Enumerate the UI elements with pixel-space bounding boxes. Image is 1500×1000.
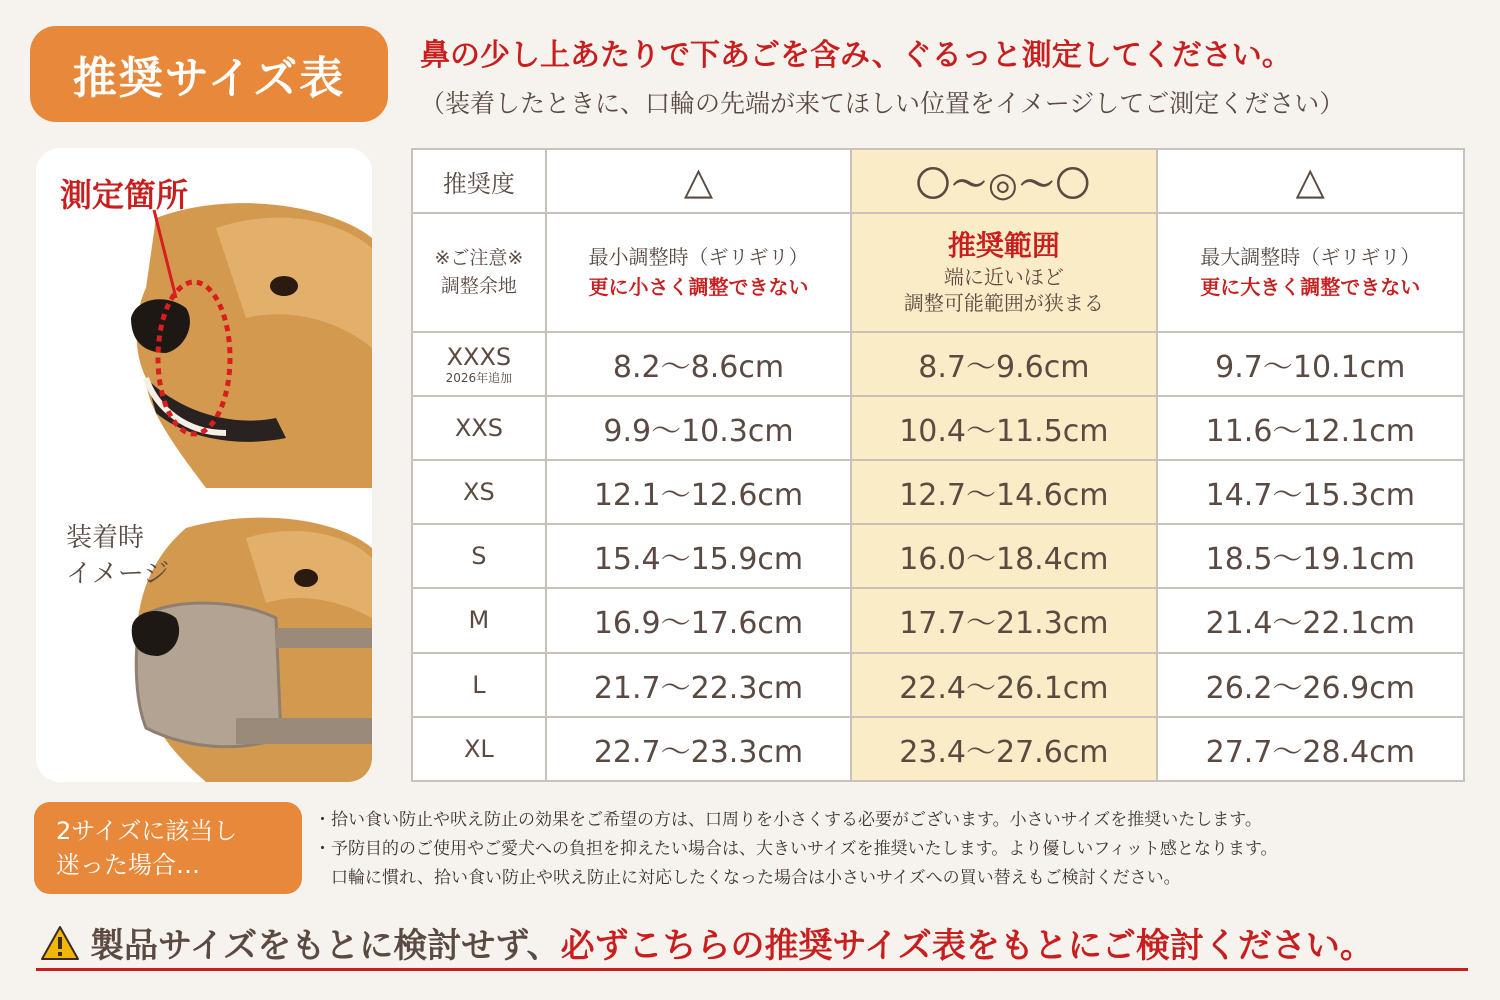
- min-range: 22.7～23.3cm: [546, 717, 851, 781]
- min-range: 15.4～15.9cm: [546, 524, 851, 588]
- warning-icon: [40, 925, 80, 961]
- footer-warning-text: 製品サイズをもとに検討せず、: [90, 926, 561, 966]
- size-row-xxxs: [412, 332, 1464, 396]
- recommended-header: [851, 213, 1156, 331]
- min-range: 9.9～10.3cm: [546, 396, 851, 460]
- wearing-label-line1: 装着時: [66, 523, 145, 553]
- max-adjust-warning: 更に大きく調整できない: [1200, 275, 1421, 300]
- advice-note: ・予防目的のご使用やご愛犬への負担を抑えたい場合は、大きいサイズを推奨いたします。より優しいフィット感となります。: [314, 839, 1278, 859]
- recommended-range: 17.7～21.3cm: [851, 588, 1156, 652]
- size-row-xs: [412, 460, 1464, 524]
- size-name: XXXS: [446, 342, 512, 371]
- min-range: 8.2～8.6cm: [546, 332, 851, 396]
- min-adjust-title: 最小調整時（ギリギリ）: [588, 245, 809, 270]
- max-adjust-header: [1157, 213, 1464, 331]
- two-sizes-badge: [34, 802, 302, 894]
- rating-recommended: 〇～◎～〇: [851, 149, 1156, 213]
- adjust-margin-row: [412, 213, 1464, 331]
- two-sizes-badge-line2: 迷った場合…: [56, 851, 200, 879]
- size-chart-title-badge: 推奨サイズ表: [30, 26, 388, 122]
- wearing-label-line2: イメージ: [66, 559, 170, 589]
- rating-min: △: [546, 149, 851, 213]
- measure-point-label: 測定箇所: [60, 176, 189, 214]
- size-label: [412, 332, 546, 396]
- size-added-note: 2026年追加: [445, 370, 513, 385]
- wearing-image-label: [66, 520, 169, 592]
- footer-underline: [36, 968, 1468, 971]
- recommended-range: 16.0～18.4cm: [851, 524, 1156, 588]
- recommended-note1: 端に近いほど: [943, 265, 1064, 290]
- size-label: M: [412, 588, 546, 652]
- measurement-instruction-note: （装着したときに、口輪の先端が来てほしい位置をイメージしてご測定ください）: [420, 89, 1345, 118]
- recommended-note2: 調整可能範囲が狭まる: [903, 291, 1104, 316]
- size-row-l: [412, 653, 1464, 717]
- caution-label: [412, 213, 546, 331]
- min-adjust-header: [546, 213, 851, 331]
- size-row-s: [412, 524, 1464, 588]
- size-label: XS: [412, 460, 546, 524]
- max-range: 11.6～12.1cm: [1157, 396, 1464, 460]
- size-label: XXS: [412, 396, 546, 460]
- min-adjust-warning: 更に小さく調整できない: [588, 275, 809, 300]
- min-range: 21.7～22.3cm: [546, 653, 851, 717]
- recommended-title: 推奨範囲: [947, 229, 1060, 263]
- advice-note: 口輪に慣れ、拾い食い防止や吠え防止に対応したくなった場合は小さいサイズへの買い替えもご検討ください。: [314, 868, 1181, 888]
- caution-label-line1: ※ご注意※: [434, 247, 524, 270]
- size-row-m: [412, 588, 1464, 652]
- size-label: L: [412, 653, 546, 717]
- max-range: 14.7～15.3cm: [1157, 460, 1464, 524]
- max-range: 9.7～10.1cm: [1157, 332, 1464, 396]
- dog-photos: [36, 148, 372, 782]
- recommended-range: 22.4～26.1cm: [851, 653, 1156, 717]
- two-sizes-badge-line1: 2サイズに該当し: [56, 817, 238, 845]
- max-range: 26.2～26.9cm: [1157, 653, 1464, 717]
- max-range: 21.4～22.1cm: [1157, 588, 1464, 652]
- size-row-xl: [412, 717, 1464, 781]
- size-row-xxs: [412, 396, 1464, 460]
- recommended-range: 12.7～14.6cm: [851, 460, 1156, 524]
- rating-row: [412, 149, 1464, 213]
- min-range: 16.9～17.6cm: [546, 588, 851, 652]
- size-label: S: [412, 524, 546, 588]
- max-adjust-title: 最大調整時（ギリギリ）: [1200, 245, 1421, 270]
- footer-warning: [40, 918, 1470, 967]
- dog-photo-card: [36, 148, 372, 782]
- footer-warning-emphasis: 必ずこちらの推奨サイズ表をもとにご検討ください。: [560, 926, 1374, 966]
- rating-label: 推奨度: [412, 149, 546, 213]
- recommended-range: 10.4～11.5cm: [851, 396, 1156, 460]
- max-range: 18.5～19.1cm: [1157, 524, 1464, 588]
- measurement-instruction: 鼻の少し上あたりで下あごを含み、ぐるっと測定してください。: [420, 38, 1292, 73]
- recommended-range: 8.7～9.6cm: [851, 332, 1156, 396]
- recommended-range: 23.4～27.6cm: [851, 717, 1156, 781]
- rating-max: △: [1157, 149, 1464, 213]
- advice-notes: [314, 806, 1484, 893]
- caution-label-line2: 調整余地: [440, 275, 517, 298]
- size-label: XL: [412, 717, 546, 781]
- max-range: 27.7～28.4cm: [1157, 717, 1464, 781]
- advice-note: ・拾い食い防止や吠え防止の効果をご希望の方は、口周りを小さくする必要がございます。小さいサイズを推奨いたします。: [314, 810, 1262, 830]
- size-table: [411, 148, 1465, 782]
- min-range: 12.1～12.6cm: [546, 460, 851, 524]
